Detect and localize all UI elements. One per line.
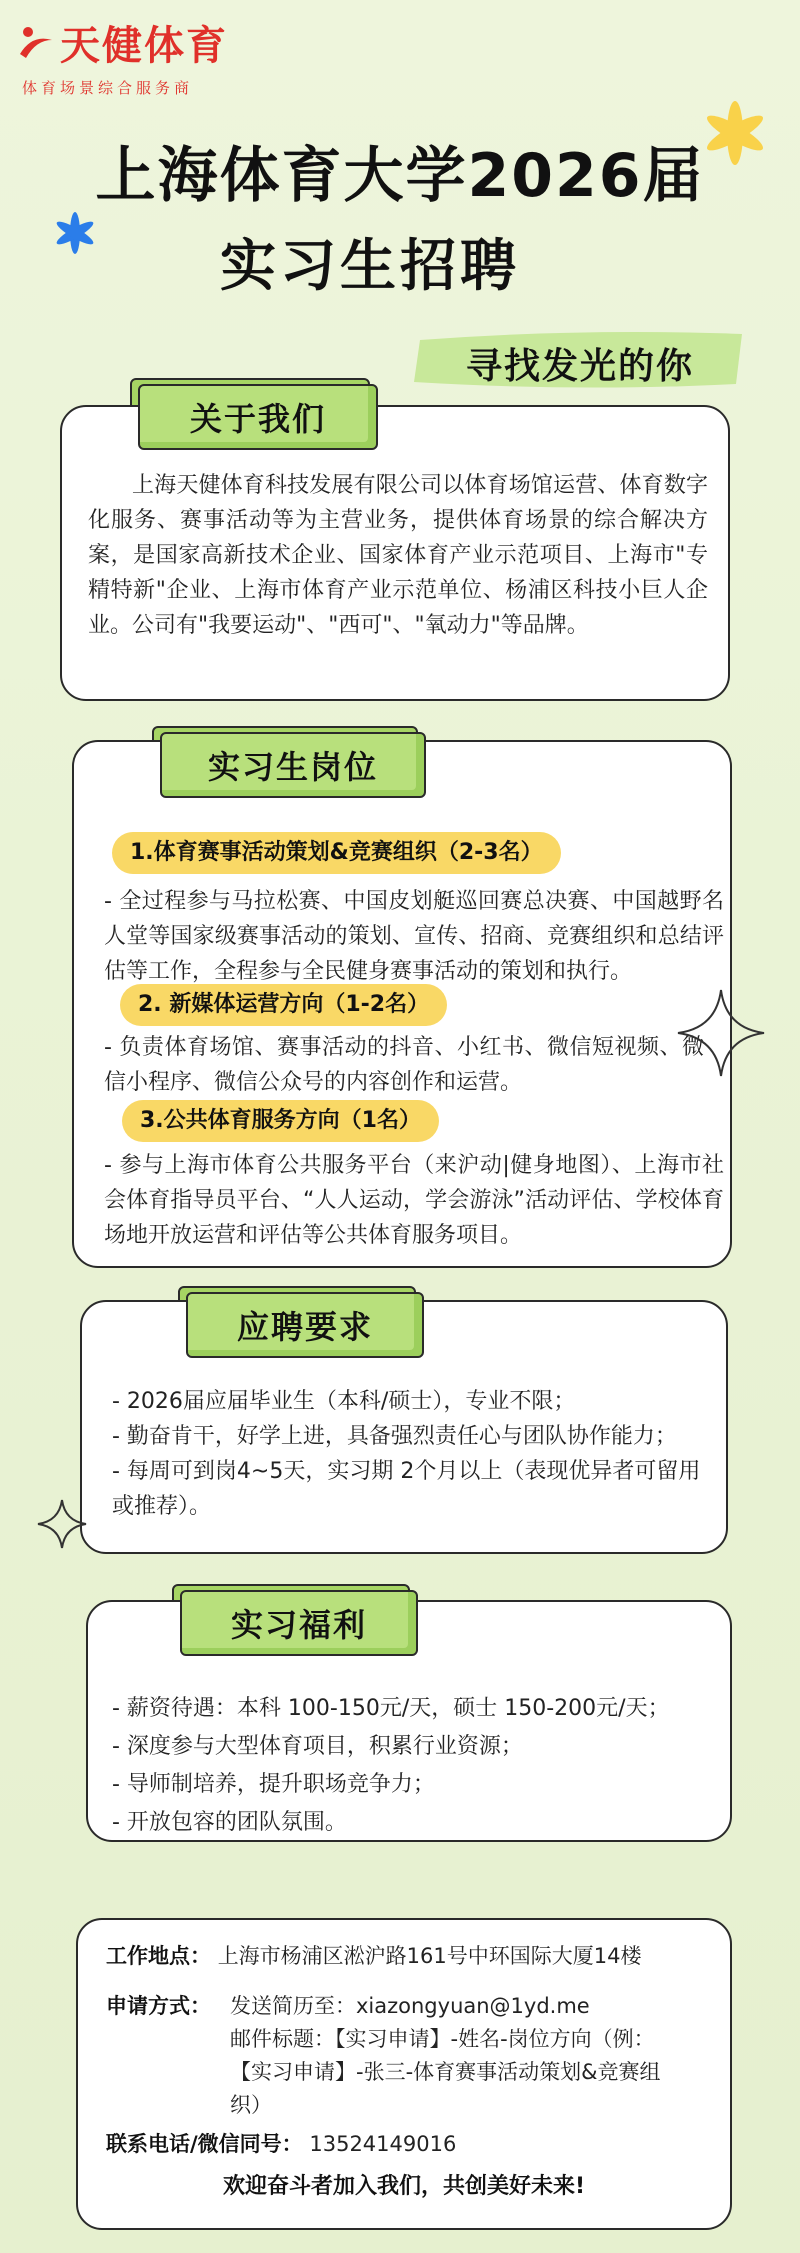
list-item: - 薪资待遇：本科 100-150元/天，硕士 150-200元/天； xyxy=(112,1696,670,1721)
runner-logo-icon xyxy=(18,26,54,60)
slogan-text: 寻找发光的你 xyxy=(465,346,694,387)
requirements-list xyxy=(112,1384,712,1524)
benefits-list xyxy=(112,1690,712,1842)
list-item: - 开放包容的团队氛围。 xyxy=(112,1810,347,1835)
list-item: - 每周可到岗4~5天，实习期 2个月以上（表现优异者可留用或推荐）。 xyxy=(112,1459,701,1519)
list-item: - 深度参与大型体育项目，积累行业资源； xyxy=(112,1734,523,1759)
sparkle-icon xyxy=(36,1498,88,1550)
benefits-heading: 实习福利 xyxy=(180,1590,418,1656)
position-1-desc: - 全过程参与马拉松赛、中国皮划艇巡回赛总决赛、中国越野名人堂等国家级赛事活动的策划、宣传、招商、竞赛组织和总结评估等工作，全程参与全民健身赛事活动的策划和执行。 xyxy=(104,889,724,984)
brand-name: 天健体育 xyxy=(60,23,228,69)
brand-logo xyxy=(18,14,228,98)
slogan-banner xyxy=(410,326,750,392)
position-2-desc: - 负责体育场馆、赛事活动的抖音、小红书、微信短视频、微信小程序、微信公众号的内容创作和运营。 xyxy=(104,1035,704,1095)
page-subtitle: 实习生招聘 xyxy=(220,234,520,299)
position-3-title: 3.公共体育服务方向（1名） xyxy=(122,1100,439,1142)
position-2-title: 2. 新媒体运营方向（1-2名） xyxy=(120,984,447,1026)
position-1-title: 1.体育赛事活动策划&竞赛组织（2-3名） xyxy=(112,832,561,874)
apply-example: 【实习申请】-张三-体育赛事活动策划&竞赛组 xyxy=(230,2060,661,2084)
apply-email: 发送简历至：xiazongyuan@1yd.me xyxy=(230,1994,590,2018)
phone-row xyxy=(106,2128,726,2161)
about-heading: 关于我们 xyxy=(138,384,378,450)
position-3-desc: - 参与上海市体育公共服务平台（来沪动|健身地图）、上海市社会体育指导员平台、“人人运动，学会游泳”活动评估、学校体育场地开放运营和评估等公共体育服务项目。 xyxy=(104,1153,724,1248)
apply-details xyxy=(230,1990,720,2122)
list-item: - 勤奋肯干，好学上进，具备强烈责任心与团队协作能力； xyxy=(112,1424,677,1449)
brand-tagline: 体育场景综合服务商 xyxy=(22,79,194,97)
phone-value: 13524149016 xyxy=(309,2132,457,2156)
about-body: 上海天健体育科技发展有限公司以体育场馆运营、体育数字化服务、赛事活动等为主营业务，提供体育场景的综合解决方案，是国家高新技术企业、国家体育产业示范项目、上海市"专精特新"企业、上海市体育产业示范单位、杨浦区科技小巨人企业。公司有"我要运动"、"西可"、"氧动力"等品牌。 xyxy=(88,473,708,638)
page-title: 上海体育大学2026届 xyxy=(95,141,705,211)
requirements-heading: 应聘要求 xyxy=(186,1292,424,1358)
location-value: 上海市杨浦区淞沪路161号中环国际大厦14楼 xyxy=(217,1944,642,1968)
apply-label: 申请方式： xyxy=(106,1994,211,2018)
positions-heading: 实习生岗位 xyxy=(160,732,426,798)
closing-line: 欢迎奋斗者加入我们，共创美好未来! xyxy=(222,2174,586,2199)
phone-label: 联系电话/微信同号： xyxy=(106,2132,303,2156)
list-item: - 导师制培养，提升职场竞争力； xyxy=(112,1772,435,1797)
list-item: - 2026届应届毕业生（本科/硕士），专业不限； xyxy=(112,1389,576,1414)
location-row xyxy=(106,1940,726,1973)
apply-example-end: 织） xyxy=(230,2093,272,2117)
location-label: 工作地点： xyxy=(106,1944,211,1968)
sparkle-icon xyxy=(676,988,766,1078)
apply-subject: 邮件标题：【实习申请】-姓名-岗位方向（例： xyxy=(230,2027,655,2051)
